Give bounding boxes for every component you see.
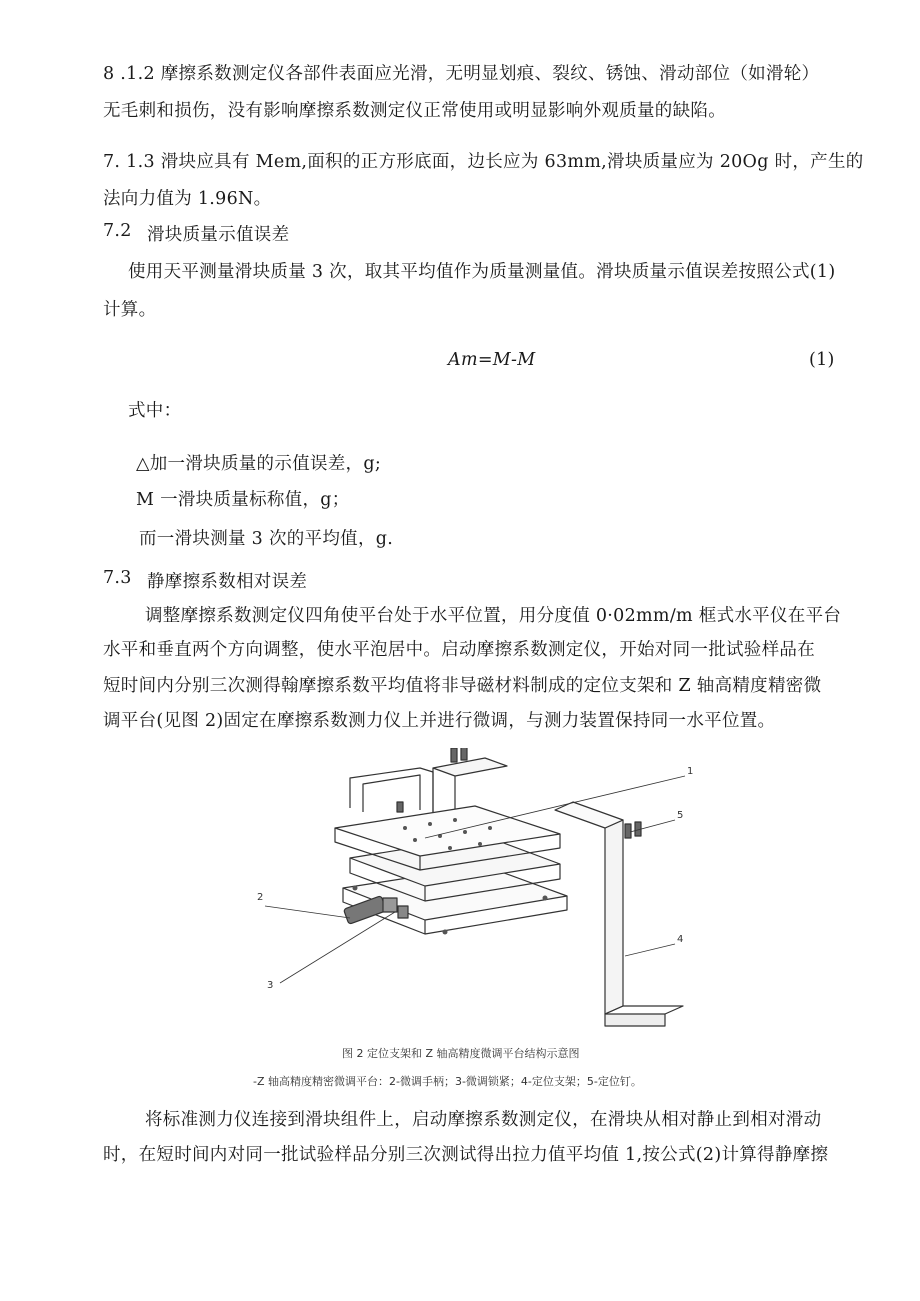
definition-3: 而一滑块测量 3 次的平均值，g. xyxy=(139,529,394,549)
para-73-line1: 调整摩擦系数测定仪四角使平台处于水平位置，用分度值 0·02mm∕m 框式水平仪在平台 xyxy=(145,606,842,626)
para-713-line1: 7. 1.3 滑块应具有 Mem,面积的正方形底面，边长应为 63mm,滑块质量应为 20Og 时，产生的 xyxy=(103,152,864,172)
bracket-top-flange xyxy=(555,802,623,828)
para-812-line2: 无毛刺和损伤，没有影响摩擦系数测定仪正常使用或明显影响外观质量的缺陷。 xyxy=(103,101,726,121)
para-812-line1: 8 .1.2 摩擦系数测定仪各部件表面应光滑，无明显划痕、裂纹、锈蚀、滑动部位（如滑轮） xyxy=(103,64,820,84)
formula-1: Am=M-M xyxy=(448,350,536,370)
para-73b-line2: 时，在短时间内对同一批试验样品分别三次测试得出拉力值平均值 1,按公式(2)计算得静摩擦 xyxy=(103,1145,829,1165)
callout-2: 2 xyxy=(257,892,264,903)
bracket-back-top xyxy=(433,758,507,776)
figure-2-caption: 图 2 定位支架和 Z 轴高精度微调平台结构示意图 xyxy=(342,1047,580,1060)
callout-4: 4 xyxy=(677,934,684,945)
figure-2-drawing xyxy=(255,748,695,1040)
formula-1-number: (1) xyxy=(809,350,835,370)
figure-2-legend: -Z 轴高精度精密微调平台：2-微调手柄；3-微调锁紧；4-定位支架；5-定位钉。 xyxy=(253,1075,642,1088)
para-73-line3: 短时间内分别三次测得翰摩擦系数平均值将非导磁材料制成的定位支架和 Z 轴高精度精密微 xyxy=(103,676,822,696)
definition-1: △加一滑块质量的示值误差，g; xyxy=(136,454,382,474)
callout-1: 1 xyxy=(687,766,694,777)
para-73-line2: 水平和垂直两个方向调整，使水平泡居中。启动摩擦系数测定仪，开始对同一批试验样品在 xyxy=(103,640,815,660)
where-label: 式中： xyxy=(128,401,182,421)
definition-2: M 一滑块质量标称值，g； xyxy=(136,490,350,510)
para-713-line2: 法向力值为 1.96N。 xyxy=(103,189,272,209)
micrometer-lock xyxy=(398,906,408,918)
bracket-vertical-plate xyxy=(605,820,623,1014)
para-72-line2: 计算。 xyxy=(103,300,157,320)
bracket-foot xyxy=(605,1014,665,1026)
callout-3: 3 xyxy=(267,980,274,991)
handle-frame xyxy=(350,768,433,812)
para-72-line1: 使用天平测量滑块质量 3 次，取其平均值作为质量测量值。滑块质量示值误差按照公式(1) xyxy=(128,262,836,282)
section-72-title: 滑块质量示值误差 xyxy=(147,225,290,245)
section-72-number: 7.2 xyxy=(103,221,132,241)
section-73-title: 静摩擦系数相对误差 xyxy=(147,572,308,592)
section-73-number: 7.3 xyxy=(103,568,132,588)
para-73b-line1: 将标准测力仪连接到滑块组件上，启动摩擦系数测定仪，在滑块从相对静止到相对滑动 xyxy=(145,1110,822,1130)
callout-5: 5 xyxy=(677,810,684,821)
para-73-line4: 调平台(见图 2)固定在摩擦系数测力仪上并进行微调，与测力装置保持同一水平位置。 xyxy=(103,711,776,731)
